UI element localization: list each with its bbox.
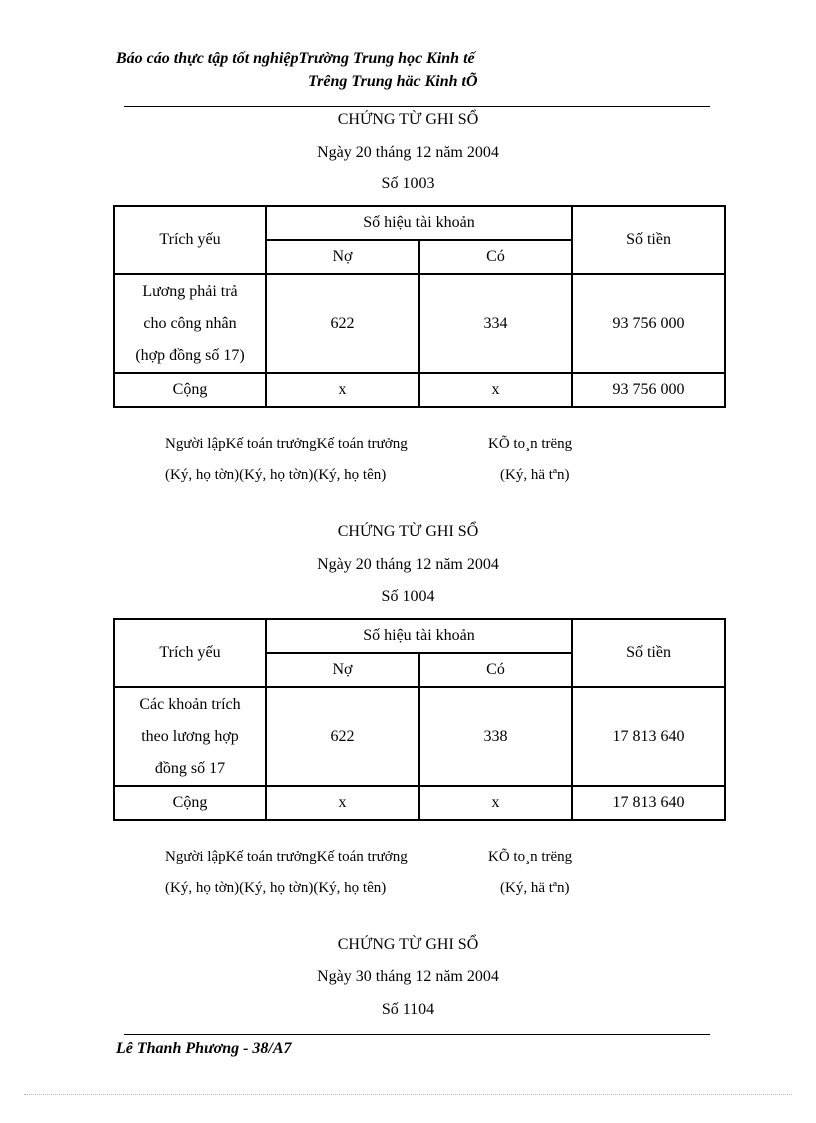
voucher-1-signature-roles: Người lậpKế toán trưởngKế toán trưởng bbox=[165, 436, 408, 452]
col-amount-header: Số tiền bbox=[572, 206, 725, 274]
col-summary-header: Trích yếu bbox=[114, 619, 266, 687]
voucher-2-signature-note-extra: (Ký, hä tªn) bbox=[500, 880, 570, 896]
voucher-3-number: Số 1104 bbox=[381, 1001, 435, 1018]
footer-author: Lê Thanh Phương - 38/A7 bbox=[116, 1040, 292, 1057]
row-summary-line: Các khoản trích bbox=[139, 695, 241, 713]
voucher-1-signature-role-extra: KÕ to¸n trëng bbox=[488, 436, 573, 452]
header-line-1: Báo cáo thực tập tốt nghiệpTrường Trung học Kinh tế bbox=[116, 50, 475, 67]
row-debit-cell: 622 bbox=[266, 687, 419, 786]
col-credit-header: Có bbox=[419, 240, 572, 274]
row-summary-line: đồng số 17 bbox=[154, 759, 226, 777]
total-debit-cell: x bbox=[266, 786, 419, 820]
header-rule bbox=[124, 106, 710, 107]
voucher-3-title: CHỨNG TỪ GHI SỔ bbox=[337, 936, 479, 953]
total-debit-cell: x bbox=[266, 373, 419, 407]
col-account-header: Số hiệu tài khoản bbox=[266, 619, 572, 653]
col-credit-header: Có bbox=[419, 653, 572, 687]
row-summary-cell bbox=[114, 274, 266, 373]
voucher-1-title: CHỨNG TỪ GHI SỔ bbox=[337, 111, 479, 128]
voucher-2-title: CHỨNG TỪ GHI SỔ bbox=[337, 523, 479, 540]
page-edge-dots bbox=[24, 1094, 792, 1095]
row-amount-cell: 93 756 000 bbox=[572, 274, 725, 373]
voucher-2-number: Số 1004 bbox=[381, 588, 435, 605]
voucher-1-signature-note-extra: (Ký, hä tªn) bbox=[500, 467, 570, 483]
col-account-header: Số hiệu tài khoản bbox=[266, 206, 572, 240]
total-label-cell: Cộng bbox=[114, 373, 266, 407]
voucher-3-date: Ngày 30 tháng 12 năm 2004 bbox=[317, 968, 499, 985]
col-debit-header: Nợ bbox=[266, 653, 419, 687]
row-credit-cell: 334 bbox=[419, 274, 572, 373]
voucher-1-date: Ngày 20 tháng 12 năm 2004 bbox=[317, 144, 499, 161]
col-debit-header: Nợ bbox=[266, 240, 419, 274]
row-amount-cell: 17 813 640 bbox=[572, 687, 725, 786]
voucher-2-date: Ngày 20 tháng 12 năm 2004 bbox=[317, 556, 499, 573]
total-credit-cell: x bbox=[419, 373, 572, 407]
voucher-1-table bbox=[113, 205, 726, 408]
header-line-2: Trêng Trung häc Kinh tÕ bbox=[308, 73, 478, 90]
row-summary-cell bbox=[114, 687, 266, 786]
row-summary-line: (hợp đồng số 17) bbox=[135, 346, 245, 364]
row-summary-line: theo lương hợp bbox=[141, 727, 239, 745]
voucher-1-number: Số 1003 bbox=[381, 175, 435, 192]
row-summary-line: cho công nhân bbox=[143, 314, 237, 332]
voucher-2-signature-notes: (Ký, họ tờn)(Ký, họ tờn)(Ký, họ tên) bbox=[165, 880, 387, 896]
col-amount-header: Số tiền bbox=[572, 619, 725, 687]
voucher-1-signature-notes: (Ký, họ tờn)(Ký, họ tờn)(Ký, họ tên) bbox=[165, 467, 387, 483]
total-amount-cell: 93 756 000 bbox=[572, 373, 725, 407]
voucher-2-table bbox=[113, 618, 726, 821]
row-credit-cell: 338 bbox=[419, 687, 572, 786]
voucher-2-signature-role-extra: KÕ to¸n trëng bbox=[488, 849, 573, 865]
total-amount-cell: 17 813 640 bbox=[572, 786, 725, 820]
total-credit-cell: x bbox=[419, 786, 572, 820]
voucher-2-signature-roles: Người lậpKế toán trưởngKế toán trưởng bbox=[165, 849, 408, 865]
col-summary-header: Trích yếu bbox=[114, 206, 266, 274]
total-label-cell: Cộng bbox=[114, 786, 266, 820]
row-debit-cell: 622 bbox=[266, 274, 419, 373]
footer-rule bbox=[124, 1034, 710, 1035]
row-summary-line: Lương phải trả bbox=[142, 282, 238, 300]
